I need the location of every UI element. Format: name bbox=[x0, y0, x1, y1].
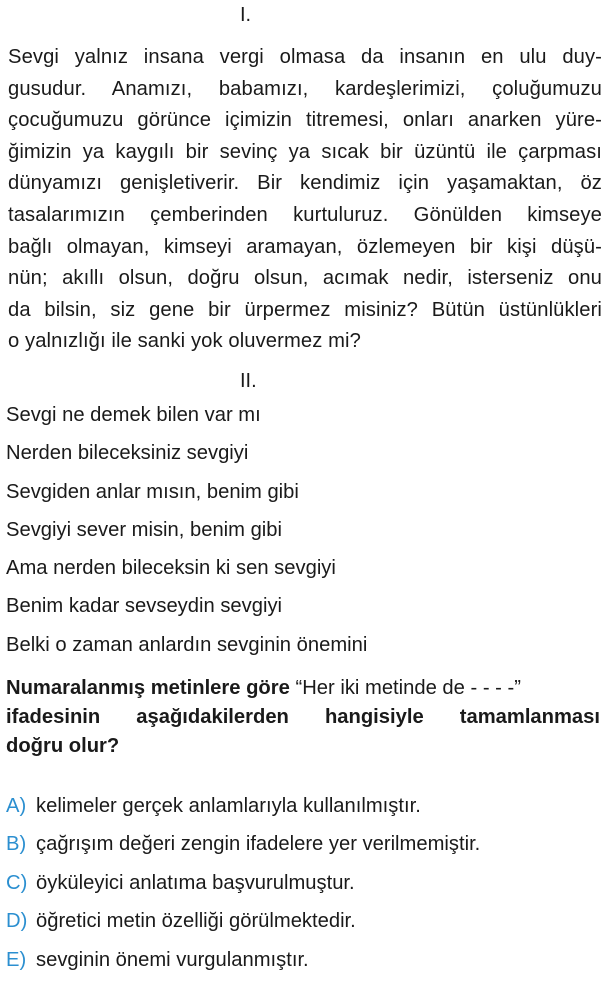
paragraph-line: tasalarımızın çemberinden kurtuluruz. Gönülden kimseye bbox=[8, 203, 602, 226]
paragraph-line: ğimizin ya kaygılı bir sevinç ya sıcak bir üzüntü ile çarpması bbox=[8, 140, 602, 163]
option-c[interactable] bbox=[6, 864, 480, 902]
poem-line: Sevgiden anlar mısın, benim gibi bbox=[6, 480, 299, 503]
option-d[interactable] bbox=[6, 902, 480, 940]
poem-line: Ama nerden bileceksin ki sen sevgiyi bbox=[6, 557, 336, 580]
option-letter: D) bbox=[6, 910, 28, 933]
paragraph-line: Sevgi yalnız insana vergi olmasa da insanın en ulu duy- bbox=[8, 46, 602, 68]
section-2-poem bbox=[6, 396, 367, 664]
paragraph-line: da bilsin, siz gene bir ürpermez misiniz? Bütün üstünlükleri bbox=[8, 298, 602, 321]
option-letter: E) bbox=[6, 948, 27, 971]
paragraph-line: çocuğumuzu görünce içimizin titremesi, onları anarken yüre- bbox=[8, 109, 602, 132]
option-text: öyküleyici anlatıma başvurulmuştur. bbox=[36, 871, 355, 894]
poem-line: Sevgi ne demek bilen var mı bbox=[6, 404, 261, 426]
paragraph-line: gusudur. Anamızı, babamızı, kardeşlerimizi, çoluğumuzu bbox=[8, 77, 602, 100]
answer-options bbox=[6, 787, 480, 979]
option-text: çağrışım değeri zengin ifadelere yer verilmemiştir. bbox=[36, 833, 481, 856]
section-1-number: I. bbox=[240, 4, 252, 26]
option-letter: C) bbox=[6, 871, 28, 894]
question-stem bbox=[6, 674, 600, 761]
paragraph-line: nün; akıllı olsun, doğru olsun, acımak nedir, isterseniz onu bbox=[8, 267, 602, 290]
poem-line: Benim kadar sevseydin sevgiyi bbox=[6, 595, 283, 618]
option-text: sevginin önemi vurgulanmıştır. bbox=[36, 948, 309, 971]
option-text: öğretici metin özelliği görülmektedir. bbox=[36, 910, 356, 933]
option-text: kelimeler gerçek anlamlarıyla kullanılmıştır. bbox=[36, 795, 421, 817]
section-1-paragraph bbox=[8, 42, 602, 358]
poem-line: Nerden bileceksiniz sevgiyi bbox=[6, 442, 249, 465]
question-bold-text: Numaralanmış metinlere göre bbox=[6, 677, 296, 699]
paragraph-line: dünyamızı genişletiverir. Bir kendimiz için yaşamaktan, öz bbox=[8, 172, 602, 195]
question-line-2: ifadesinin aşağıdakilerden hangisiyle tamamlanması bbox=[6, 706, 600, 728]
paragraph-line: o yalnızlığı ile sanki yok oluvermez mi? bbox=[8, 330, 361, 353]
question-line-1 bbox=[6, 674, 600, 703]
paragraph-line: bağlı olmayan, kimseyi aramayan, özlemeyen bir kişi düşü- bbox=[8, 235, 602, 258]
question-line-3: doğru olur? bbox=[6, 735, 120, 757]
option-b[interactable] bbox=[6, 825, 480, 863]
option-letter: B) bbox=[6, 833, 27, 856]
option-letter: A) bbox=[6, 795, 27, 817]
poem-line: Sevgiyi sever misin, benim gibi bbox=[6, 518, 283, 541]
question-quote: “Her iki metinde de - - - -” bbox=[295, 677, 521, 699]
option-e[interactable] bbox=[6, 941, 480, 979]
poem-line: Belki o zaman anlardın sevginin önemini bbox=[6, 633, 368, 656]
option-a[interactable] bbox=[6, 787, 480, 825]
section-2-number: II. bbox=[240, 370, 257, 392]
